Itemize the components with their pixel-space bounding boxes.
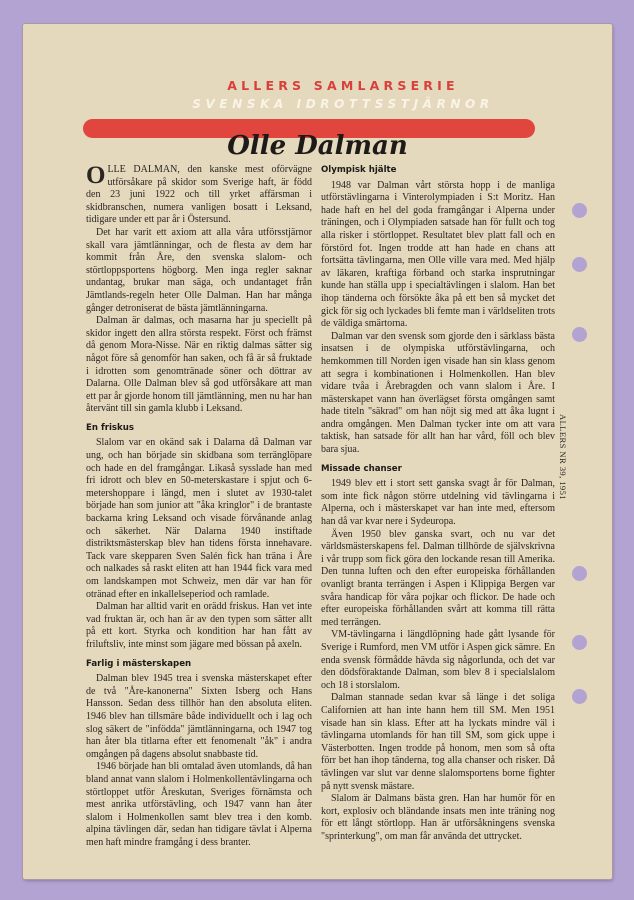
paragraph: Det har varit ett axiom att alla våra utförsstjärnor skall vara jämtlänningar, och de flesta av dem har kommit från Åre, den svenska slalom- och störtloppsportens högborg. Men inga regler saknar undantag, brukar man säga, och undantaget från Jämtlands-regeln heter Olle Dalman. Han har många gånger detroniserat de bästa jämtlänningarna. bbox=[86, 226, 312, 314]
intro-name: LLE DALMAN bbox=[107, 164, 178, 175]
section-heading: Farlig i mästerskapen bbox=[86, 658, 192, 669]
paragraph: Slalom är Dalmans bästa gren. Han har humör för en kort, explosiv och bländande insats men inte träning nog för ett långt störtlopp. Han är utförsåkningens svenska "sprinterkung", om man får använda det uttrycket. bbox=[321, 793, 555, 842]
paragraph: Dalman blev 1945 trea i svenska mästerskapet efter de två "Åre-kanonerna" Sixten Isberg och Hans Hansson. Sedan dess tillhör han den absoluta eliten. 1946 blev han tillsmäre både individuellt och i lag och slog säkert de "infödda" jämtlänningarna, och 1947 tog han åter bla titlarna efter ett fenomenalt "åk" i andra omgången på dagens absolut snabbaste tid. bbox=[86, 673, 312, 760]
intro-text: , den kanske mest oförvägne utförsåkare på skidor som Sverige haft, är född den 23 juni 1922 och till yrket affärsman i skidbranschen, numera vanligen bosatt i Leksand, tidigare under ett par år i Östersund. bbox=[86, 164, 312, 226]
left-column bbox=[86, 164, 312, 849]
section-heading: Olympisk hjälte bbox=[321, 165, 397, 175]
binder-hole bbox=[572, 689, 587, 704]
paragraph: Även 1950 blev ganska svart, och nu var det världsmästerskapens fel. Dalman tillhörde de självskrivna i vår trupp som fick göra den lockande resan till Amerika. Den tunna luften och den efter europeiska förhållanden ovanligt branta terrängen i Aspen i Klippiga Bergen var svåra handicap för våra pojkar och flickor. De hade och efter europeiska förhållanden svårt att komma till rätta med terrängen. bbox=[321, 528, 555, 628]
paragraph: Slalom var en okänd sak i Dalarna då Dalman var ung, och han började sin skidbana som terränglöpare och hade en del framgångar. Likaså sysslade han med fri idrott och blev en 50-meterskastare i spjut och 6-metershoppare i längd, men i slutet av 1930-talet började han som junior att "åka kringlor" i de brantaste backarna kring Leksand och visade förvånande anlag och säkerhet. När Dalarna 1940 instiftade distriktsmästerskap blev han tidens första innehavare. Tack vare skepparen Sven Salén fick han träna i Åre och nalkades så raskt eliten att han 1944 fick vara med om landskampen mot Schweiz, men där var han för otränad efter en inkallelseperiod och ramlade. bbox=[86, 437, 312, 600]
paragraph: Dalman är dalmas, och masarna har ju speciellt på skidor ingett den allra största respekt. Först och främst då genom Mora-Nisse. När en riktig dalmas sätter sig något före så genomför han saken, och få är så fruktade i idrotten som genomtränade söner och döttrar av Dalarna. Olle Dalman blev så god utförsåkare att man ett par år gjorde honom till jämtlänning, men nu har han återvänt till sin gamla klubb i Leksand. bbox=[86, 315, 312, 415]
issue-note: ALLERS NR 39, 1951 bbox=[558, 414, 568, 500]
series-title: ALLERS SAMLARSERIE bbox=[227, 78, 459, 93]
drop-cap: O bbox=[86, 162, 106, 189]
binder-hole bbox=[572, 327, 587, 342]
article-card bbox=[23, 24, 612, 879]
binder-hole bbox=[572, 203, 587, 218]
article-title: Olle Dalman bbox=[227, 131, 408, 161]
binder-hole bbox=[572, 566, 587, 581]
section-heading: Missade chanser bbox=[321, 463, 402, 474]
paragraph: Dalman har alltid varit en orädd friskus. Han vet inte vad fruktan är, och han är av den typen som sätter allt på ett kort. Styrka och kondition har han fått av friluftsliv, inte minst som jägare med bössan på axeln. bbox=[86, 601, 312, 650]
paragraph: 1948 var Dalman vårt största hopp i de manliga utförstävlingarna i Vinterolympiaden i S:t Moritz. Han hade haft en hel del goda framgångar i Alperna under träningen, och i Olympiaden satsade han för fullt och tog alla risker i störtloppet. Resultatet blev platt fall och en förstörd fot. Ingen trodde att han hade en chans att fortsätta tävlingarna, men Olle ville vara med. Med hjälp av läkaren, kraftiga förband och starka insprutningar kunde han ställa upp i specialtävlingen i slalom. Han bet ihop tänderna och försökte åka på ett ben så mycket det gick för sig och lyckades bli femte man i världseliten trots de väldiga smärtorna. bbox=[321, 179, 555, 330]
paragraph: 1949 blev ett i stort sett ganska svagt år för Dalman, som inte fick någon större utdelning vid tävlingarna i Alperna, och i mästerskapet var han inte med, eftersom han då var kvar nere i Sydeuropa. bbox=[321, 478, 555, 528]
intro-paragraph bbox=[86, 164, 312, 227]
right-column bbox=[321, 164, 555, 843]
binder-hole bbox=[572, 257, 587, 272]
section-heading: En friskus bbox=[86, 422, 134, 433]
paragraph: 1946 började han bli omtalad även utomlands, då han bland annat vann slalom i Holmenkollentävlingarna och störtloppet utför Åreskutan, Sveriges förnämsta och mest anrika utförstävling, och 1947 vann han åter slalom i Holmenkollen samt blev trea i den komb. alpina tävlingen där, sedan han tidigare tävlat i Alperna men haft mindre framgång i dess branter. bbox=[86, 761, 312, 848]
paragraph: VM-tävlingarna i längdlöpning hade gått lysande för Sverige i Rumford, men VM utför i Aspen gick sämre. En enda svensk förmådde hävda sig någorlunda, och det var den dödsföraktande Dalman, som blev 8 i specialslalom och 18 i storslalom. bbox=[321, 629, 555, 691]
binder-hole bbox=[572, 635, 587, 650]
paragraph: Dalman stannade sedan kvar så länge i det soliga Californien att han inte hann hem till SM. Men 1951 visade han sin klass. Efter att ha lyckats mindre väl i tävlingarna utomlands för han till SM, som gick uppe i Västerbotten. Ingen trodde på honom, men som så ofta förr bet han ihop tänderna, tog alla chanser och risker. Då tävlingen var slut var denne slalomsportens borne fighter på nytt svensk mästare. bbox=[321, 692, 555, 792]
subseries-title: SVENSKA IDROTTSSTJÄRNOR bbox=[192, 97, 494, 111]
paragraph: Dalman var den svensk som gjorde den i särklass bästa insatsen i de olympiska utförstävlingarna, och hemkommen till Norden igen visade han sin klass genom att segra i kombinationen i Holmenkollen. Han blev vidare tvåa i Årebragden och vann slalom i Åre. I mästerskapet vann han överlägset första omgången samt hade titeln "säkrad" om han nöjt sig med att åka lugnt i andra omgången. Men Dalman tycker inte om att vara taktisk, han satsade för allt han har vård, föll och blev bara sjua. bbox=[321, 330, 555, 456]
